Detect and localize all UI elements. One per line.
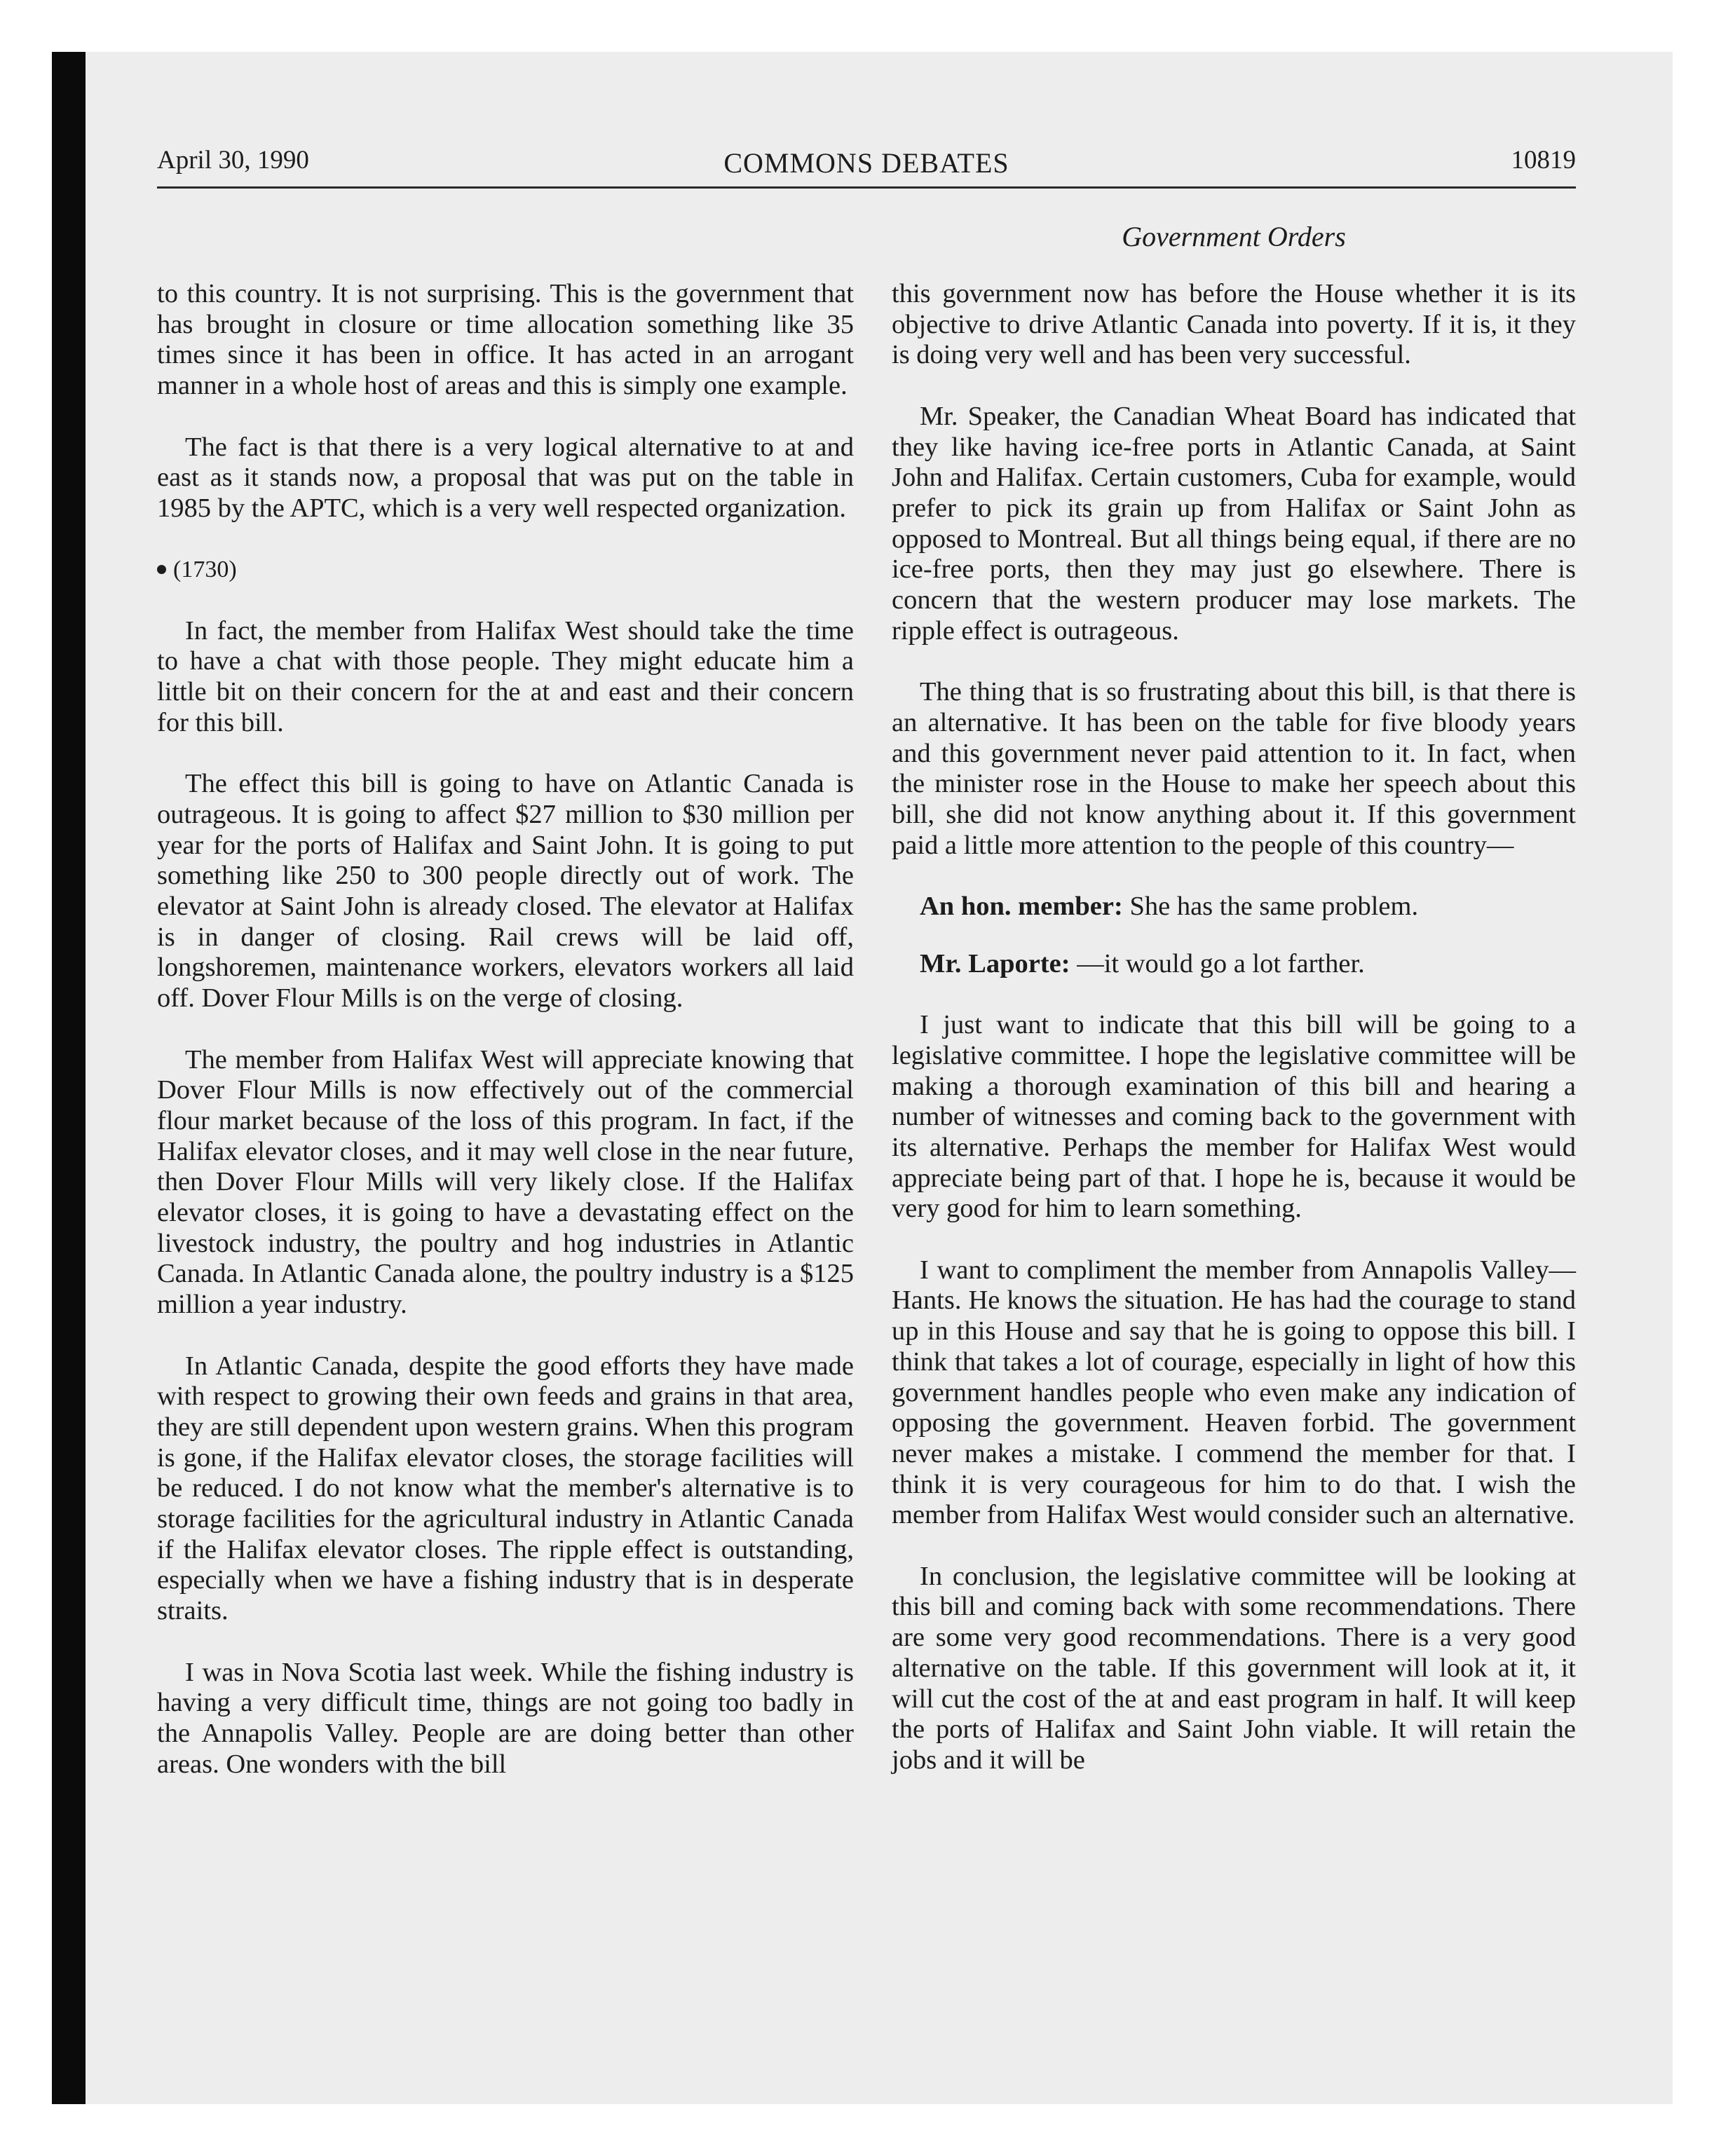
paragraph: this government now has before the House whether it is its objective to drive Atlantic Canada into poverty. If it is, it they is doing very well and has been very successful. — [892, 279, 1576, 370]
right-column — [892, 279, 1576, 1806]
header-title: COMMONS DEBATES — [723, 147, 1009, 179]
header-page-number: 10819 — [1511, 146, 1576, 175]
header-date: April 30, 1990 — [157, 146, 309, 175]
time-marker-text: (1730) — [173, 557, 237, 583]
paragraph: to this country. It is not surprising. This is the government that has brought in closure or time allocation something like 35 times since it has been in office. It has acted in an arrogant manner in a whole host of areas and this is simply one example. — [157, 279, 854, 401]
paragraph: In fact, the member from Halifax West should take the time to have a chat with those people. They might educate him a little bit on their concern for the at and east and their concern for this bill. — [157, 615, 854, 737]
paragraph: The fact is that there is a very logical alternative to at and east as it stands now, a proposal that was put on the table in 1985 by the APTC, which is a very well respected organization. — [157, 432, 854, 523]
paragraph: In Atlantic Canada, despite the good efforts they have made with respect to growing their own feeds and grains in that area, they are still dependent upon western grains. When this program is gone, if the Halifax elevator closes, the storage facilities will be reduced. I do not know what the member's alternative is to storage facilities for the agricultural industry in Atlantic Canada if the Halifax elevator closes. The ripple effect is outstanding, especially when we have a fishing industry that is in desperate straits. — [157, 1351, 854, 1626]
paragraph: Mr. Speaker, the Canadian Wheat Board has indicated that they like having ice-free ports in Atlantic Canada, at Saint John and Halifax. Certain customers, Cuba for example, would prefer to pick its grain up from Halifax or Saint John as opposed to Montreal. But all things being equal, if there are no ice-free ports, then they may just go elsewhere. There is concern that the western producer may lose markets. The ripple effect is outrageous. — [892, 401, 1576, 646]
paragraph: I want to compliment the member from Annapolis Valley—Hants. He knows the situation. He has had the courage to stand up in this House and say that he is going to oppose this bill. I think that takes a lot of courage, especially in light of how this government handles people who even make any indication of opposing the government. Heaven forbid. The government never makes a mistake. I commend the member for that. I think it is very courageous for him to do that. I wish the member from Halifax West would consider such an alternative. — [892, 1255, 1576, 1530]
speech-text: —it would go a lot farther. — [1077, 948, 1365, 978]
left-column — [157, 279, 854, 1810]
speech-exchange — [892, 949, 1576, 980]
scan-binding-edge — [52, 52, 86, 2104]
speech-text: She has the same problem. — [1129, 892, 1419, 922]
speaker-name: Mr. Laporte: — [920, 948, 1070, 978]
paragraph: I just want to indicate that this bill will be going to a legislative committee. I hope the legislative committee will be making a thorough examination of this bill and hearing a number of witnesses and coming back to the government with its alternative. Perhaps the member for Halifax West would appreciate being part of that. I hope he is, because it would be very good for him to learn something. — [892, 1010, 1576, 1224]
page-header — [157, 140, 1576, 189]
paragraph: In conclusion, the legislative committee will be looking at this bill and coming back with some recommendations. There are some very good recommendations. There is a very good alternative on the table. If this government will look at it, it will cut the cost of the at and east program in half. It will keep the ports of Halifax and Saint John viable. It will retain the jobs and it will be — [892, 1561, 1576, 1775]
paragraph: The thing that is so frustrating about this bill, is that there is an alternative. It has been on the table for five bloody years and this government never paid attention to it. In fact, when the minister rose in the House to make her speech about this bill, she did not know anything about it. If this government paid a little more attention to the people of this country— — [892, 677, 1576, 860]
paragraph: The member from Halifax West will appreciate knowing that Dover Flour Mills is now effectively out of the commercial flour market because of the loss of this program. In fact, if the Halifax elevator closes, and it may well close in the near future, then Dover Flour Mills will very likely close. If the Halifax elevator closes, it is going to have a devastating effect on the livestock industry, the poultry and hog industries in Atlantic Canada. In Atlantic Canada alone, the poultry industry is a $125 million a year industry. — [157, 1044, 854, 1320]
bullet-icon — [157, 565, 166, 574]
section-title: Government Orders — [1122, 221, 1346, 252]
paragraph: The effect this bill is going to have on Atlantic Canada is outrageous. It is going to affect $27 million to $30 million per year for the ports of Halifax and Saint John. It is going to put something like 250 to 300 people directly out of work. The elevator at Saint John is already closed. The elevator at Halifax is in danger of closing. Rail crews will be laid off, longshoremen, maintenance workers, elevators workers all laid off. Dover Flour Mills is on the verge of closing. — [157, 769, 854, 1014]
time-marker — [157, 554, 854, 585]
paragraph: I was in Nova Scotia last week. While the fishing industry is having a very difficult time, things are not going too badly in the Annapolis Valley. People are are doing better than other areas. One wonders with the bill — [157, 1657, 854, 1779]
speaker-name: An hon. member: — [920, 892, 1123, 922]
speech-exchange — [892, 892, 1576, 922]
